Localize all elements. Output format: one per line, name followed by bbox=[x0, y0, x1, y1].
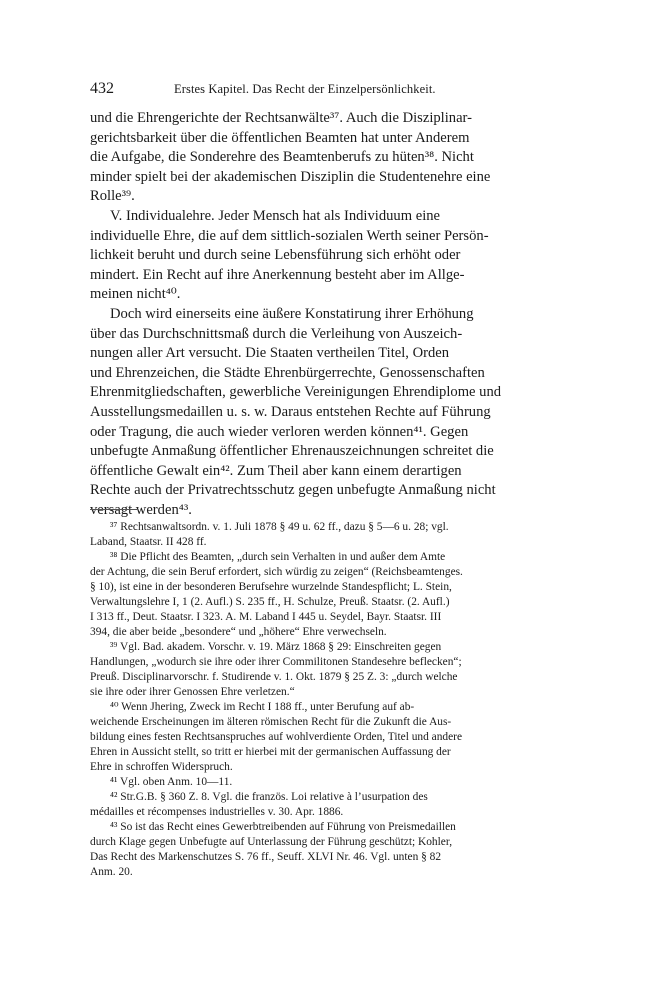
body-line: minder spielt bei der akademischen Disziplin die Studentenehre eine bbox=[90, 168, 491, 185]
body-line: über das Durchschnittsmaß durch die Verleihung von Auszeich- bbox=[90, 325, 463, 342]
footnote-line: Ehre in schroffen Widerspruch. bbox=[90, 761, 233, 773]
footnote-line: médailles et récompenses industrielles v. 30. Apr. 1886. bbox=[90, 806, 344, 818]
page-number: 432 bbox=[90, 80, 114, 97]
body-line: öffentliche Gewalt ein⁴². Zum Theil aber kann einem derartigen bbox=[90, 462, 462, 479]
page-header bbox=[90, 80, 560, 98]
footnote-line: Das Recht des Markenschutzes S. 76 ff., Seuff. XLVI Nr. 46. Vgl. unten § 82 bbox=[90, 851, 442, 863]
body-line: oder Tragung, die auch wieder verloren werden können⁴¹. Gegen bbox=[90, 423, 469, 440]
footnote-line: sie ihre oder ihrer Genossen Ehre verletzen.“ bbox=[90, 686, 295, 698]
body-line: Rolle³⁹. bbox=[90, 188, 135, 205]
footnote-line: ⁴⁰ Wenn Jhering, Zweck im Recht I 188 ff., unter Berufung auf ab- bbox=[110, 701, 415, 713]
body-line: meinen nicht⁴⁰. bbox=[90, 286, 181, 303]
footnote-line: der Achtung, die sein Beruf erfordert, sich würdig zu zeigen“ (Reichsbeamtenges. bbox=[90, 566, 463, 578]
footnotes bbox=[90, 520, 560, 880]
body-line: lichkeit beruht und durch seine Lebensführung sich erhöht oder bbox=[90, 247, 461, 264]
footnote-line: Ehren in Aussicht stellt, so tritt er hierbei mit der germanischen Auffassung der bbox=[90, 746, 451, 758]
footnote-line: Preuß. Disciplinarvorschr. f. Studirende v. 1. Okt. 1879 § 25 Z. 3: „durch welche bbox=[90, 671, 458, 683]
body-line: Rechte auch der Privatrechtsschutz gegen unbefugte Anmaßung nicht bbox=[90, 482, 496, 499]
running-head: Erstes Kapitel. Das Recht der Einzelpersönlichkeit. bbox=[174, 82, 436, 96]
footnote-line: Handlungen, „wodurch sie ihre oder ihrer Commilitonen Standesehre beflecken“; bbox=[90, 656, 462, 668]
section-heading-line: V. Individualehre. Jeder Mensch hat als Individuum eine bbox=[110, 207, 441, 224]
body-line: gerichtsbarkeit über die öffentlichen Beamten hat unter Anderem bbox=[90, 129, 470, 146]
body-line: Ehrenmitgliedschaften, gewerbliche Vereinigungen Ehrendiplome und bbox=[90, 384, 502, 401]
footnote-line: bildung eines festen Rechtsanspruches auf wohlverdiente Orden, Titel und andere bbox=[90, 731, 462, 743]
footnote-line: Anm. 20. bbox=[90, 866, 133, 878]
footnote-separator bbox=[90, 509, 138, 510]
body-line: versagt werden⁴³. bbox=[90, 501, 192, 518]
footnote-line: durch Klage gegen Unbefugte auf Unterlassung der Führung geschützt; Kohler, bbox=[90, 836, 453, 848]
footnote-line: Verwaltungslehre I, 1 (2. Aufl.) S. 235 ff., H. Schulze, Preuß. Staatsr. (2. Aufl.) bbox=[90, 596, 450, 608]
body-line: Doch wird einerseits eine äußere Konstatirung ihrer Erhöhung bbox=[110, 305, 474, 322]
footnote-line: ³⁹ Vgl. Bad. akadem. Vorschr. v. 19. März 1868 § 29: Einschreiten gegen bbox=[110, 641, 442, 653]
body-line: nungen aller Art versucht. Die Staaten vertheilen Titel, Orden bbox=[90, 345, 450, 362]
footnote-line: ⁴² Str.G.B. § 360 Z. 8. Vgl. die französ. Loi relative à l’usurpation des bbox=[110, 791, 428, 803]
body-line: und Ehrenzeichen, die Städte Ehrenbürgerrechte, Genossenschaften bbox=[90, 364, 485, 381]
body-line: und die Ehrengerichte der Rechtsanwälte³⁷. Auch die Disziplinar- bbox=[90, 110, 472, 126]
footnote-line: 394, die aber beide „besondere“ und „höhere“ Ehre verwechseln. bbox=[90, 626, 387, 638]
footnote-line: ⁴¹ Vgl. oben Anm. 10—11. bbox=[110, 776, 233, 788]
body-line: individuelle Ehre, die auf dem sittlich-sozialen Werth seiner Persön- bbox=[90, 227, 489, 244]
body-line: die Aufgabe, die Sonderehre des Beamtenberufs zu hüten³⁸. Nicht bbox=[90, 149, 474, 166]
footnote-line: ⁴³ So ist das Recht eines Gewerbtreibenden auf Führung von Preismedaillen bbox=[110, 821, 456, 833]
footnote-line: Laband, Staatsr. II 428 ff. bbox=[90, 536, 207, 548]
footnote-line: I 313 ff., Deut. Staatsr. I 323. A. M. Laband I 445 u. Seydel, Bayr. Staatsr. III bbox=[90, 611, 442, 623]
body-line: Ausstellungsmedaillen u. s. w. Daraus entstehen Rechte auf Führung bbox=[90, 403, 491, 420]
footnote-line: ³⁸ Die Pflicht des Beamten, „durch sein Verhalten in und außer dem Amte bbox=[110, 551, 446, 563]
body-line: unbefugte Anmaßung öffentlicher Ehrenauszeichnungen schreitet die bbox=[90, 443, 494, 460]
footnote-line: § 10), ist eine in der besonderen Berufsehre wurzelnde Standespflicht; L. Stein, bbox=[90, 581, 452, 593]
body-text bbox=[90, 109, 560, 520]
footnote-line: ³⁷ Rechtsanwaltsordn. v. 1. Juli 1878 § 49 u. 62 ff., dazu § 5—6 u. 28; vgl. bbox=[110, 521, 449, 533]
footnote-line: weichende Erscheinungen im älteren römischen Recht für die Zukunft die Aus- bbox=[90, 716, 452, 728]
body-line: mindert. Ein Recht auf ihre Anerkennung besteht aber im Allge- bbox=[90, 266, 465, 283]
